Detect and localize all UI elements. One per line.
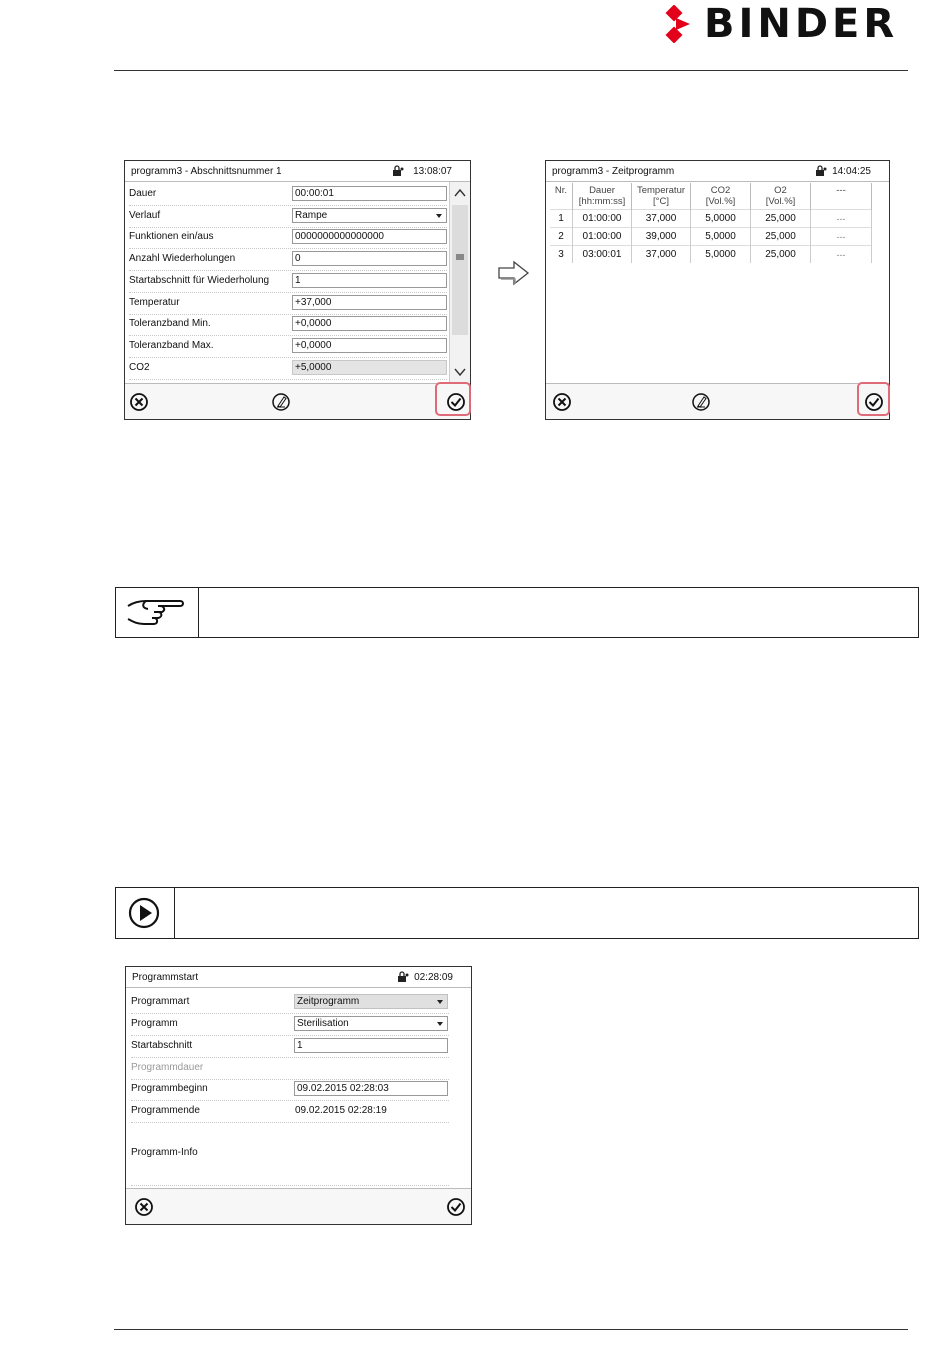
edit-icon[interactable] bbox=[691, 392, 711, 412]
table-cell: 25,000 bbox=[751, 246, 811, 264]
setting-value: +37,000 bbox=[295, 296, 332, 308]
confirm-icon[interactable] bbox=[446, 1197, 466, 1217]
setting-row bbox=[129, 183, 447, 206]
setting-select[interactable] bbox=[292, 208, 447, 223]
time-program-panel bbox=[545, 160, 890, 420]
cancel-icon[interactable] bbox=[134, 1197, 154, 1217]
column-header-line1: Temperatur bbox=[636, 185, 686, 196]
program-table bbox=[550, 183, 872, 263]
setting-value: +0,0000 bbox=[295, 339, 332, 351]
setting-value: 00:00:01 bbox=[295, 188, 334, 199]
column-header-line1: Nr. bbox=[554, 185, 568, 196]
start-setting-row bbox=[131, 1013, 449, 1036]
setting-row bbox=[129, 205, 447, 228]
program-start-panel bbox=[125, 966, 472, 1225]
column-header-line1: --- bbox=[836, 185, 846, 196]
setting-label: Startabschnitt für Wiederholung bbox=[129, 274, 270, 286]
panel-title: programm3 - Zeitprogramm bbox=[552, 166, 675, 177]
scroll-thumb[interactable] bbox=[452, 205, 468, 335]
column-header-line1: Dauer bbox=[589, 185, 615, 196]
setting-row bbox=[129, 335, 447, 358]
table-cell: 03:00:01 bbox=[573, 246, 632, 264]
column-header[interactable] bbox=[573, 183, 632, 210]
table-cell: 5,0000 bbox=[691, 210, 751, 228]
table-row[interactable] bbox=[550, 228, 872, 246]
binder-logo-mark bbox=[664, 5, 698, 43]
start-setting-row bbox=[131, 1035, 449, 1058]
table-cell: --- bbox=[811, 228, 872, 246]
setting-value: 0000000000000000 bbox=[295, 231, 384, 243]
setting-label: CO2 bbox=[129, 361, 150, 373]
column-header-line1: O2 bbox=[774, 185, 787, 196]
setting-row bbox=[129, 357, 447, 380]
column-header-line1: CO2 bbox=[710, 185, 731, 196]
setting-field[interactable] bbox=[292, 360, 447, 375]
table-cell: --- bbox=[811, 246, 872, 264]
setting-field[interactable] bbox=[292, 186, 447, 201]
setting-select[interactable] bbox=[294, 1016, 448, 1031]
setting-label: Anzahl Wiederholungen bbox=[129, 253, 236, 265]
panel-title-bar bbox=[126, 967, 471, 988]
setting-field[interactable] bbox=[292, 316, 447, 331]
brand-name: BINDER bbox=[704, 1, 899, 47]
start-setting-row bbox=[131, 1139, 449, 1186]
panel-clock: 02:28:09 bbox=[414, 972, 453, 983]
hint-icon-cell bbox=[116, 588, 199, 637]
confirm-highlight bbox=[857, 382, 890, 416]
column-header[interactable] bbox=[751, 183, 811, 210]
arrow-right-icon bbox=[497, 259, 531, 287]
scroll-down-icon[interactable] bbox=[453, 367, 467, 377]
setting-label: Programm-Info bbox=[131, 1147, 198, 1158]
footer-rule bbox=[114, 1329, 908, 1330]
setting-value: +5,0000 bbox=[295, 361, 332, 373]
table-row[interactable] bbox=[550, 210, 872, 228]
table-cell: 37,000 bbox=[632, 246, 691, 264]
scrollbar[interactable] bbox=[449, 182, 470, 383]
column-header[interactable] bbox=[691, 183, 751, 210]
table-cell: 39,000 bbox=[632, 228, 691, 246]
setting-row bbox=[129, 270, 447, 293]
setting-row bbox=[129, 226, 447, 249]
panel-title: programm3 - Abschnittsnummer 1 bbox=[131, 166, 282, 177]
setting-label: Toleranzband Min. bbox=[129, 318, 211, 330]
setting-label: Programmart bbox=[131, 996, 190, 1007]
lock-icon bbox=[815, 165, 827, 176]
binder-logo bbox=[664, 1, 914, 47]
pointing-hand-icon bbox=[124, 594, 188, 632]
edit-icon[interactable] bbox=[271, 392, 291, 412]
start-hint-box bbox=[115, 887, 919, 939]
program-end-value: 09.02.2015 02:28:19 bbox=[295, 1105, 387, 1116]
setting-label: Programm bbox=[131, 1018, 178, 1029]
column-header[interactable] bbox=[550, 183, 573, 210]
table-cell: 1 bbox=[550, 210, 573, 228]
setting-label: Programmdauer bbox=[131, 1062, 204, 1073]
table-cell: 37,000 bbox=[632, 210, 691, 228]
start-setting-row bbox=[131, 1100, 449, 1123]
segment-edit-panel bbox=[124, 160, 471, 420]
confirm-highlight bbox=[435, 382, 471, 416]
dropdown-caret-icon bbox=[436, 214, 442, 218]
setting-label: Programmbeginn bbox=[131, 1083, 208, 1094]
setting-value: Rampe bbox=[295, 209, 328, 221]
table-cell: 3 bbox=[550, 246, 573, 264]
panel-title-bar bbox=[125, 161, 470, 182]
dropdown-caret-icon bbox=[437, 1000, 443, 1004]
setting-field[interactable] bbox=[294, 1038, 448, 1053]
table-cell: 25,000 bbox=[751, 228, 811, 246]
setting-row bbox=[129, 313, 447, 336]
column-header-line2: [hh:mm:ss] bbox=[578, 196, 626, 207]
panel-footer bbox=[125, 383, 470, 419]
dropdown-caret-icon bbox=[437, 1022, 443, 1026]
setting-row bbox=[129, 292, 447, 315]
setting-field[interactable] bbox=[292, 229, 447, 244]
cancel-icon[interactable] bbox=[129, 392, 149, 412]
column-header[interactable] bbox=[811, 183, 872, 210]
table-cell: 2 bbox=[550, 228, 573, 246]
table-cell: 5,0000 bbox=[691, 228, 751, 246]
setting-value: 0 bbox=[295, 253, 301, 265]
setting-value: Zeitprogramm bbox=[297, 996, 360, 1007]
setting-value: +0,0000 bbox=[295, 318, 332, 330]
column-header[interactable] bbox=[632, 183, 691, 210]
setting-label: Startabschnitt bbox=[131, 1040, 193, 1051]
panel-clock: 14:04:25 bbox=[832, 166, 871, 177]
setting-field[interactable] bbox=[292, 338, 447, 353]
setting-value: Sterilisation bbox=[297, 1018, 349, 1029]
panel-clock: 13:08:07 bbox=[413, 166, 452, 177]
setting-label: Programmende bbox=[131, 1105, 200, 1116]
table-cell: 01:00:00 bbox=[573, 210, 632, 228]
hint-icon-cell bbox=[116, 888, 175, 938]
column-header-line2: [Vol.%] bbox=[765, 196, 796, 207]
panel-footer bbox=[126, 1188, 471, 1224]
setting-field[interactable] bbox=[292, 251, 447, 266]
column-header-line2: [°C] bbox=[653, 196, 669, 207]
scroll-up-icon[interactable] bbox=[453, 188, 467, 198]
setting-label: Verlauf bbox=[129, 209, 161, 221]
column-header-line2 bbox=[811, 196, 871, 207]
panel-title: Programmstart bbox=[132, 972, 199, 983]
setting-value: 1 bbox=[295, 274, 301, 286]
scroll-grip-icon bbox=[453, 252, 467, 262]
lock-icon bbox=[392, 165, 404, 176]
setting-label: Toleranzband Max. bbox=[129, 339, 214, 351]
setting-value: 1 bbox=[297, 1040, 303, 1051]
play-icon bbox=[127, 896, 161, 930]
table-cell: 01:00:00 bbox=[573, 228, 632, 246]
setting-field[interactable] bbox=[292, 273, 447, 288]
table-cell: 25,000 bbox=[751, 210, 811, 228]
table-cell: --- bbox=[811, 210, 872, 228]
panel-footer bbox=[546, 383, 889, 419]
column-header-line2: [Vol.%] bbox=[705, 196, 736, 207]
panel-title-bar bbox=[546, 161, 889, 182]
setting-field[interactable] bbox=[294, 1081, 448, 1096]
lock-icon bbox=[397, 971, 409, 982]
setting-label: Funktionen ein/aus bbox=[129, 231, 214, 243]
start-setting-row bbox=[131, 1078, 449, 1101]
start-setting-row bbox=[131, 991, 449, 1014]
setting-select[interactable] bbox=[294, 994, 448, 1009]
setting-label: Dauer bbox=[129, 188, 157, 199]
hint-box bbox=[115, 587, 919, 638]
column-header-line2 bbox=[550, 196, 572, 207]
setting-label: Temperatur bbox=[129, 296, 180, 308]
cancel-icon[interactable] bbox=[552, 392, 572, 412]
header-rule bbox=[114, 70, 908, 71]
start-setting-row bbox=[131, 1057, 449, 1080]
setting-value: 09.02.2015 02:28:03 bbox=[297, 1083, 389, 1094]
setting-row bbox=[129, 248, 447, 271]
table-row[interactable] bbox=[550, 246, 872, 264]
table-cell: 5,0000 bbox=[691, 246, 751, 264]
setting-field[interactable] bbox=[292, 295, 447, 310]
